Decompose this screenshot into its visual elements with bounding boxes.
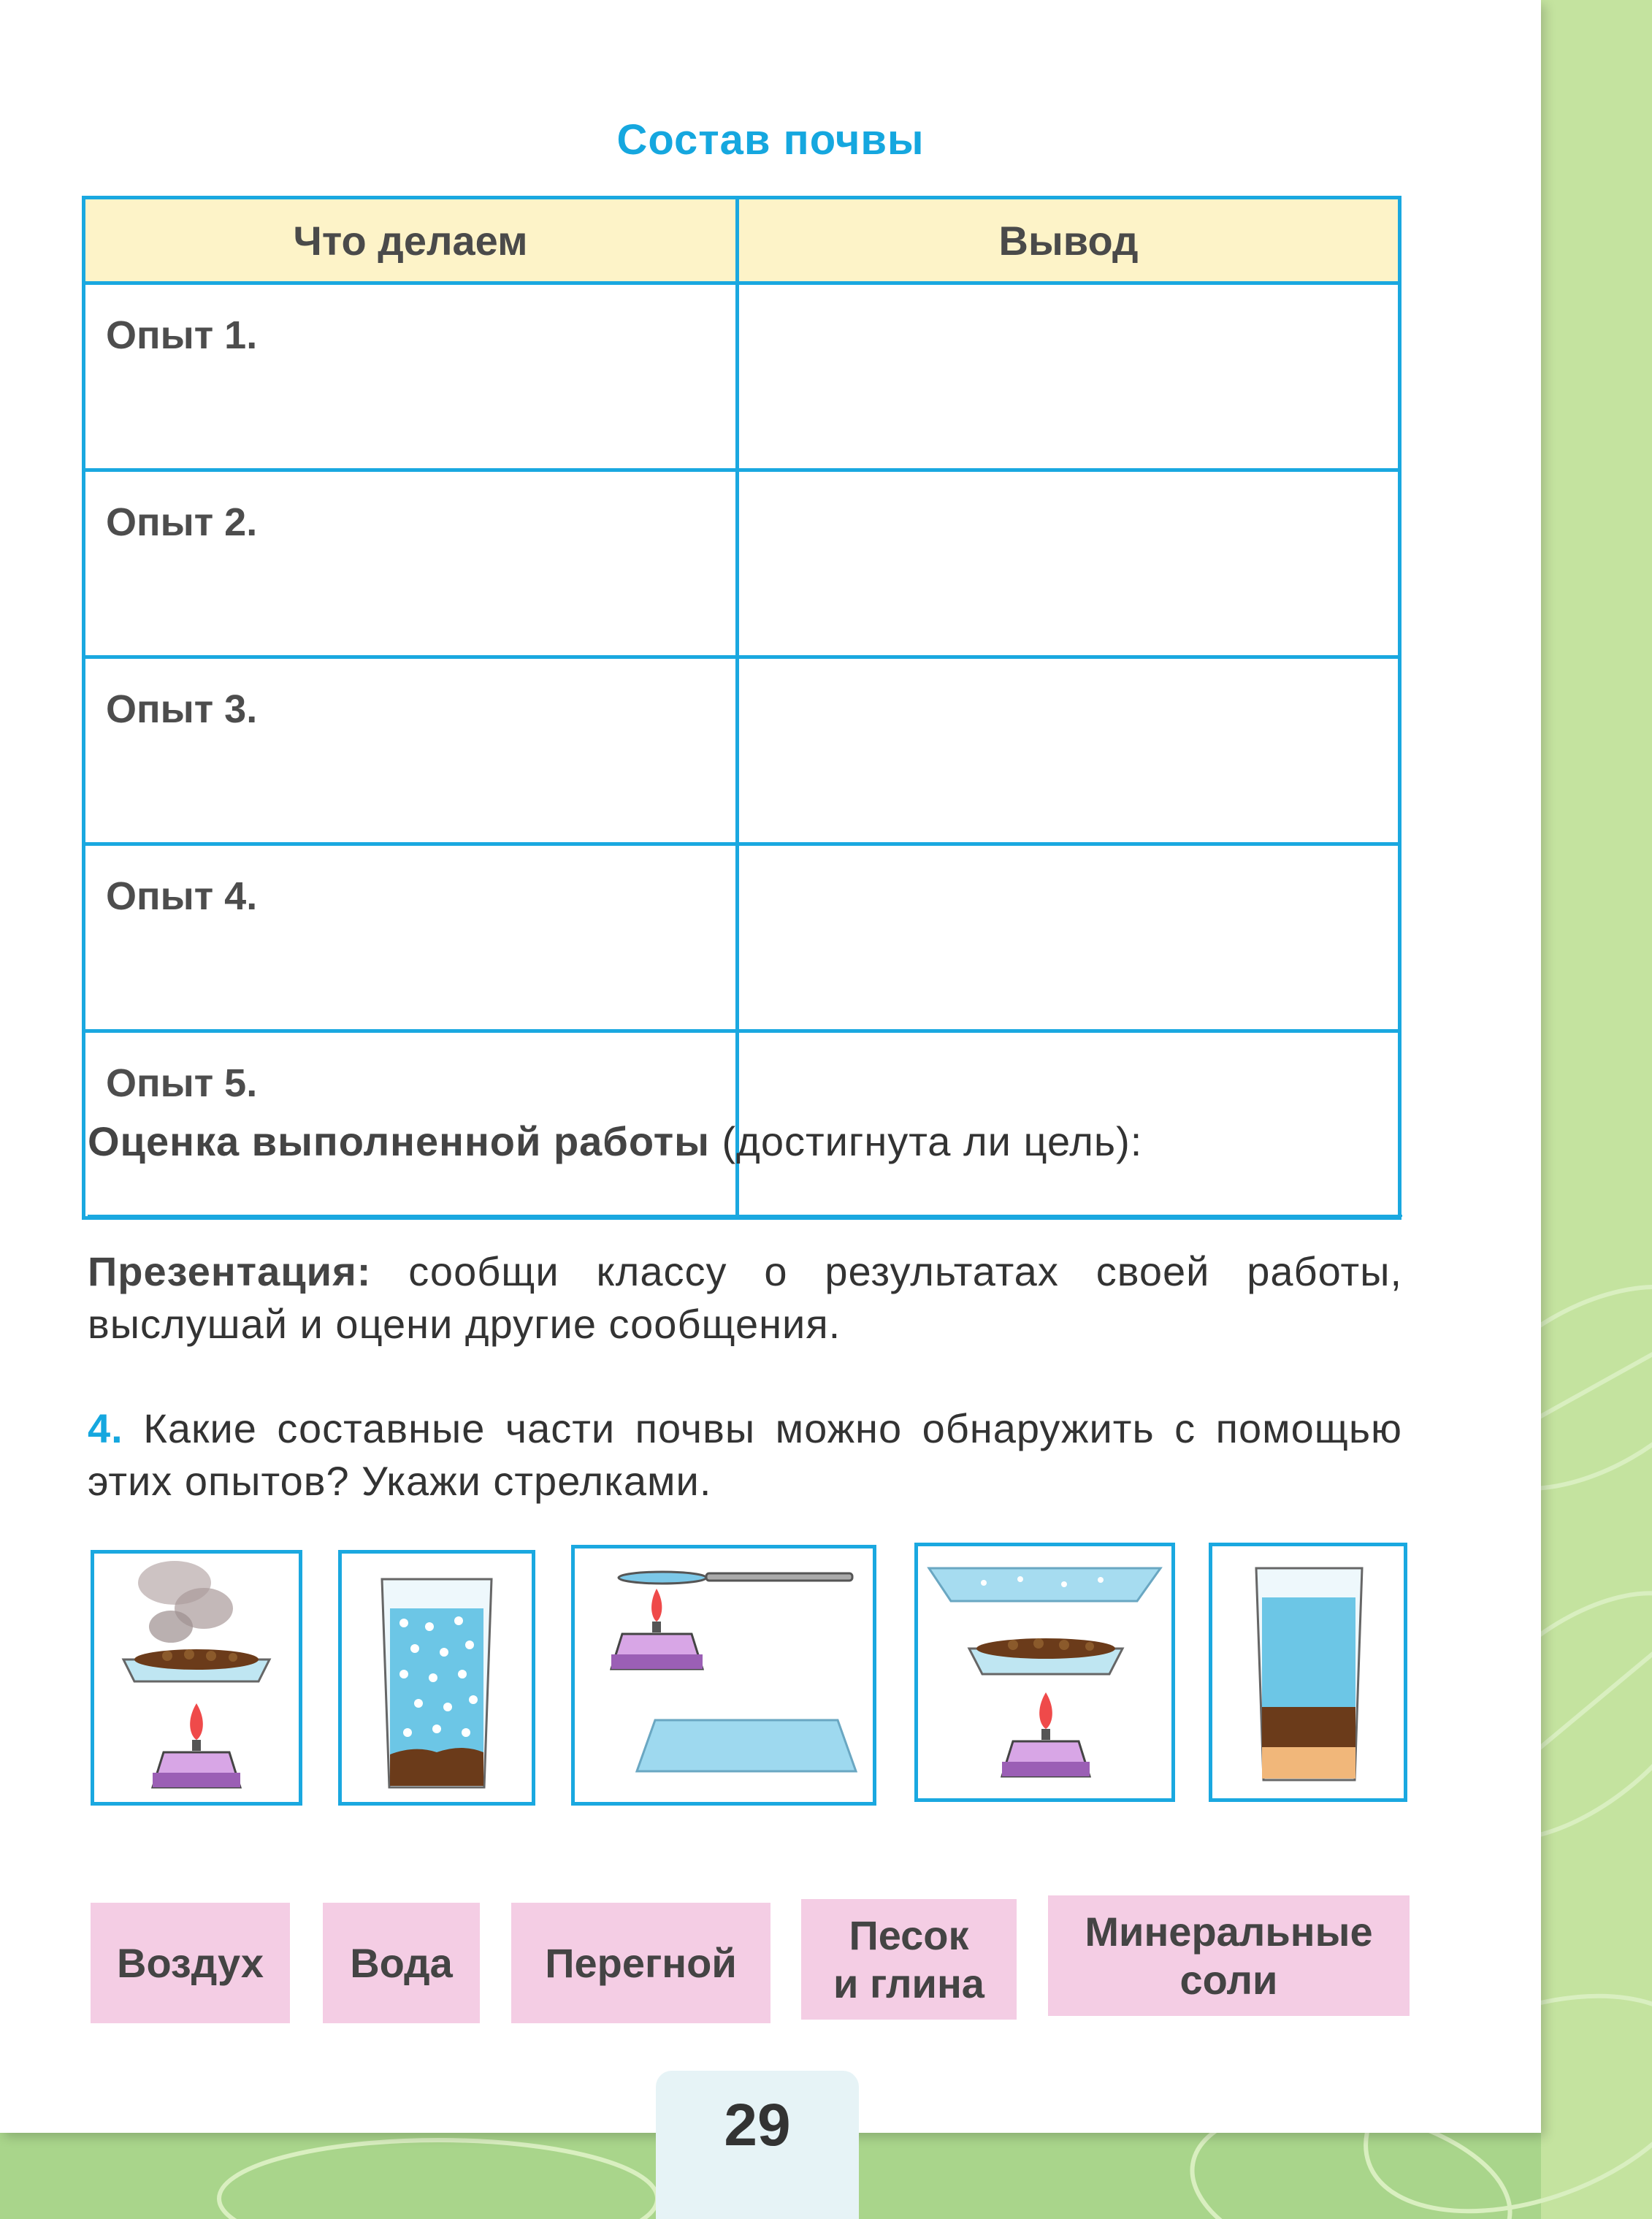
label-water-text: Вода — [350, 1939, 453, 1986]
question-4 — [88, 1402, 1402, 1508]
table-row — [84, 657, 1400, 844]
evaluation-text: (достигнута ли цель): — [709, 1118, 1143, 1164]
sediment-layers-glass-icon — [1212, 1546, 1404, 1798]
picture-evaporating-water[interactable] — [571, 1545, 876, 1806]
soil-in-water-bubbles-icon — [342, 1554, 532, 1802]
experiments-table — [82, 196, 1401, 1220]
label-air[interactable] — [91, 1903, 290, 2023]
experiment-cell: Опыт 1. — [84, 283, 738, 470]
label-sand-clay-line1: Песок — [849, 1911, 969, 1958]
label-mineral-salts-line2: соли — [1179, 1956, 1278, 2003]
presentation-text: сообщи классу о результатах своей работы, выслушай и оцени другие сообщения. — [88, 1248, 1402, 1347]
heating-soil-glass-condensation-icon — [918, 1546, 1171, 1798]
picture-sediment-layers[interactable] — [1209, 1543, 1407, 1802]
table-row — [84, 844, 1400, 1031]
label-sand-clay-line2: и глина — [833, 1960, 984, 2006]
label-mineral-salts[interactable] — [1048, 1895, 1410, 2016]
label-sand-clay[interactable] — [801, 1899, 1017, 2020]
header-what-we-do: Что делаем — [84, 198, 738, 283]
experiment-cell: Опыт 3. — [84, 657, 738, 844]
page-number: 29 — [656, 2071, 859, 2219]
conclusion-cell[interactable] — [738, 657, 1400, 844]
question-text: Какие составные части почвы можно обнаружить с помощью этих опытов? Укажи стрелками. — [88, 1405, 1402, 1504]
header-conclusion: Вывод — [738, 198, 1400, 283]
conclusion-cell[interactable] — [738, 844, 1400, 1031]
label-air-text: Воздух — [117, 1939, 264, 1986]
answer-line[interactable] — [88, 1215, 1402, 1217]
page-title: Состав почвы — [616, 116, 925, 164]
experiment-cell: Опыт 5. — [84, 1031, 738, 1218]
picture-soil-in-water[interactable] — [338, 1550, 535, 1806]
picture-heating-soil-glass[interactable] — [914, 1543, 1175, 1802]
picture-heating-soil[interactable] — [91, 1550, 302, 1806]
conclusion-cell[interactable] — [738, 470, 1400, 657]
label-mineral-salts-line1: Минеральные — [1085, 1908, 1373, 1955]
label-humus-text: Перегной — [545, 1939, 737, 1986]
table-row — [84, 283, 1400, 470]
experiment-cell: Опыт 2. — [84, 470, 738, 657]
evaporating-water-plate-icon — [575, 1548, 873, 1802]
question-number: 4. — [88, 1405, 123, 1451]
evaluation-prompt — [88, 1118, 1142, 1165]
evaluation-label: Оценка выполненной работы — [88, 1118, 710, 1164]
presentation-label: Презентация: — [88, 1248, 372, 1294]
presentation-paragraph — [88, 1245, 1402, 1351]
label-humus[interactable] — [511, 1903, 770, 2023]
heating-soil-smoke-icon — [94, 1554, 299, 1802]
conclusion-cell[interactable] — [738, 283, 1400, 470]
experiment-cell: Опыт 4. — [84, 844, 738, 1031]
table-row — [84, 470, 1400, 657]
label-water[interactable] — [323, 1903, 480, 2023]
